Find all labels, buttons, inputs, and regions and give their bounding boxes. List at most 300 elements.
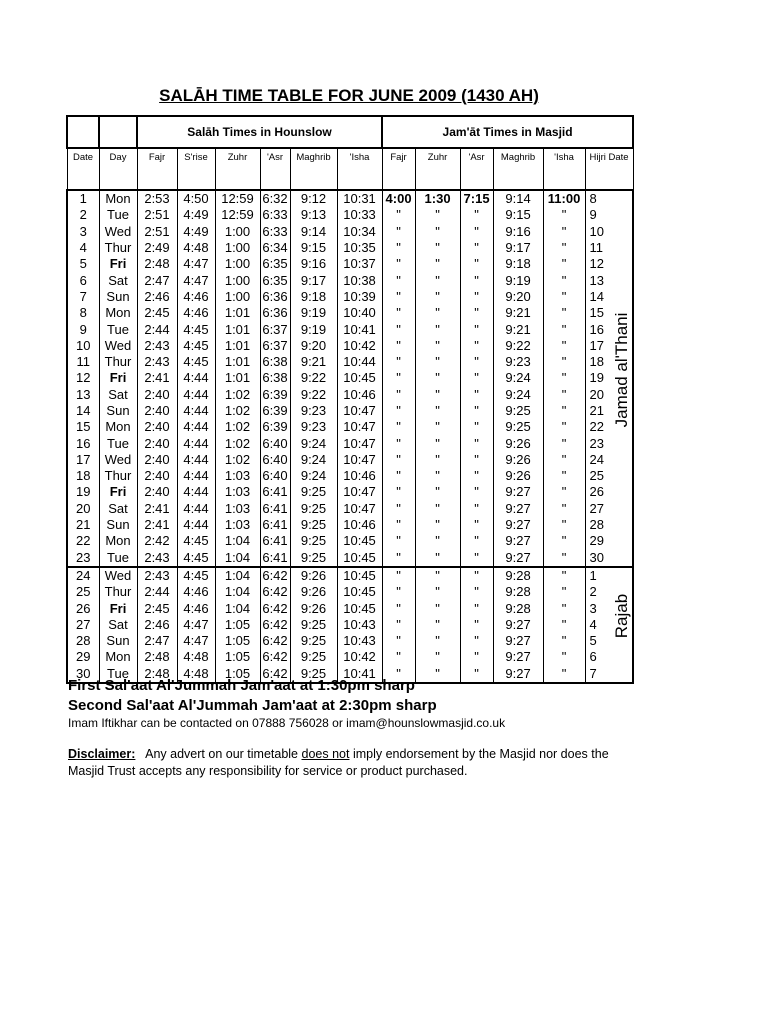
- fajr-cell: 2:44: [137, 584, 177, 600]
- day-cell: Sat: [99, 387, 137, 403]
- jamat-isha-cell: ": [543, 207, 585, 223]
- hijri-date-cell: 3: [585, 600, 633, 616]
- jamat-zuhr-cell: ": [415, 289, 460, 305]
- zuhr-cell: 1:00: [215, 272, 260, 288]
- jamat-maghrib-cell: 9:27: [493, 617, 543, 633]
- jamat-fajr-cell: ": [382, 501, 415, 517]
- asr-cell: 6:35: [260, 256, 290, 272]
- col-fajr: Fajr: [137, 148, 177, 190]
- maghrib-cell: 9:25: [290, 617, 337, 633]
- isha-cell: 10:39: [337, 289, 382, 305]
- table-row: [67, 550, 633, 567]
- jamat-fajr-cell: ": [382, 224, 415, 240]
- date-cell: 23: [67, 550, 99, 567]
- isha-cell: 10:43: [337, 617, 382, 633]
- asr-cell: 6:34: [260, 240, 290, 256]
- jamat-fajr-cell: ": [382, 584, 415, 600]
- jamat-maghrib-cell: 9:18: [493, 256, 543, 272]
- jamat-fajr-cell: ": [382, 289, 415, 305]
- hijri-date-cell: 13: [585, 272, 633, 288]
- hijri-date-cell: 4: [585, 617, 633, 633]
- jamat-asr-cell: ": [460, 468, 493, 484]
- col-jamat-asr: 'Asr: [460, 148, 493, 190]
- hijri-month-label: Rajab: [612, 593, 631, 639]
- day-cell: Mon: [99, 190, 137, 207]
- sunrise-cell: 4:44: [177, 403, 215, 419]
- jamat-asr-cell: ": [460, 256, 493, 272]
- header-blank: [67, 116, 99, 148]
- sunrise-cell: 4:45: [177, 354, 215, 370]
- jamat-maghrib-cell: 9:27: [493, 666, 543, 683]
- hijri-date-cell: 29: [585, 533, 633, 549]
- jamat-isha-cell: ": [543, 256, 585, 272]
- hijri-date-cell: 8: [585, 190, 633, 207]
- date-cell: 12: [67, 370, 99, 386]
- day-cell: Tue: [99, 666, 137, 683]
- table-row: [67, 501, 633, 517]
- jamat-isha-cell: ": [543, 584, 585, 600]
- isha-cell: 10:45: [337, 600, 382, 616]
- hijri-date-cell: 14: [585, 289, 633, 305]
- sunrise-cell: 4:49: [177, 224, 215, 240]
- jamat-isha-cell: ": [543, 272, 585, 288]
- zuhr-cell: 1:04: [215, 600, 260, 616]
- disclaimer: [68, 746, 628, 780]
- page-title: SALĀH TIME TABLE FOR JUNE 2009 (1430 AH): [159, 86, 539, 105]
- zuhr-cell: 1:01: [215, 354, 260, 370]
- isha-cell: 10:31: [337, 190, 382, 207]
- jamat-isha-cell: ": [543, 354, 585, 370]
- maghrib-cell: 9:22: [290, 370, 337, 386]
- table-row: [67, 419, 633, 435]
- fajr-cell: 2:40: [137, 435, 177, 451]
- fajr-cell: 2:44: [137, 321, 177, 337]
- sunrise-cell: 4:44: [177, 484, 215, 500]
- day-cell: Thur: [99, 240, 137, 256]
- maghrib-cell: 9:25: [290, 550, 337, 567]
- jamat-maghrib-cell: 9:19: [493, 272, 543, 288]
- jamat-fajr-cell: ": [382, 649, 415, 665]
- fajr-cell: 2:41: [137, 370, 177, 386]
- sunrise-cell: 4:50: [177, 190, 215, 207]
- fajr-cell: 2:46: [137, 617, 177, 633]
- jamat-fajr-cell: ": [382, 517, 415, 533]
- day-cell: Tue: [99, 207, 137, 223]
- jamat-maghrib-cell: 9:23: [493, 354, 543, 370]
- asr-cell: 6:40: [260, 468, 290, 484]
- zuhr-cell: 1:02: [215, 419, 260, 435]
- sunrise-cell: 4:44: [177, 370, 215, 386]
- isha-cell: 10:45: [337, 370, 382, 386]
- hijri-date-cell: 27: [585, 501, 633, 517]
- hijri-date-cell: 24: [585, 452, 633, 468]
- jamat-isha-cell: ": [543, 419, 585, 435]
- maghrib-cell: 9:20: [290, 338, 337, 354]
- fajr-cell: 2:48: [137, 666, 177, 683]
- jamat-maghrib-cell: 9:22: [493, 338, 543, 354]
- jamat-asr-cell: ": [460, 224, 493, 240]
- day-cell: Mon: [99, 649, 137, 665]
- table-row: [67, 617, 633, 633]
- isha-cell: 10:42: [337, 338, 382, 354]
- table-row: [67, 600, 633, 616]
- jummah-first-note: First Sal'aat Al'Jummah Jam'aat at 1:30pm sharp: [68, 677, 415, 694]
- isha-cell: 10:45: [337, 567, 382, 584]
- day-cell: Wed: [99, 567, 137, 584]
- zuhr-cell: 1:03: [215, 484, 260, 500]
- sunrise-cell: 4:44: [177, 419, 215, 435]
- date-cell: 11: [67, 354, 99, 370]
- jamat-maghrib-cell: 9:26: [493, 435, 543, 451]
- jamat-zuhr-cell: ": [415, 305, 460, 321]
- jamat-asr-cell: ": [460, 419, 493, 435]
- jamat-isha-cell: ": [543, 403, 585, 419]
- date-cell: 8: [67, 305, 99, 321]
- fajr-cell: 2:53: [137, 190, 177, 207]
- jamat-isha-cell: ": [543, 370, 585, 386]
- date-cell: 26: [67, 600, 99, 616]
- maghrib-cell: 9:24: [290, 452, 337, 468]
- jamat-isha-cell: ": [543, 666, 585, 683]
- hijri-date-cell: 18: [585, 354, 633, 370]
- date-cell: 15: [67, 419, 99, 435]
- asr-cell: 6:42: [260, 584, 290, 600]
- jamat-maghrib-cell: 9:26: [493, 468, 543, 484]
- zuhr-cell: 1:00: [215, 240, 260, 256]
- jamat-maghrib-cell: 9:25: [493, 403, 543, 419]
- hijri-date-cell: 21: [585, 403, 633, 419]
- date-cell: 16: [67, 435, 99, 451]
- hijri-date-cell: 7: [585, 666, 633, 683]
- maghrib-cell: 9:25: [290, 484, 337, 500]
- zuhr-cell: 1:04: [215, 567, 260, 584]
- jamat-fajr-cell: ": [382, 617, 415, 633]
- jamat-asr-cell: ": [460, 272, 493, 288]
- table-row: [67, 633, 633, 649]
- fajr-cell: 2:43: [137, 550, 177, 567]
- jamat-zuhr-cell: ": [415, 403, 460, 419]
- asr-cell: 6:36: [260, 305, 290, 321]
- day-cell: Fri: [99, 256, 137, 272]
- maghrib-cell: 9:19: [290, 321, 337, 337]
- jamat-isha-cell: ": [543, 550, 585, 567]
- isha-cell: 10:46: [337, 387, 382, 403]
- isha-cell: 10:47: [337, 501, 382, 517]
- date-cell: 2: [67, 207, 99, 223]
- table-row: [67, 338, 633, 354]
- jamat-asr-cell: ": [460, 501, 493, 517]
- maghrib-cell: 9:16: [290, 256, 337, 272]
- table-row: [67, 584, 633, 600]
- table-row: [67, 240, 633, 256]
- asr-cell: 6:33: [260, 207, 290, 223]
- zuhr-cell: 1:00: [215, 289, 260, 305]
- date-cell: 29: [67, 649, 99, 665]
- date-cell: 7: [67, 289, 99, 305]
- jamat-maghrib-cell: 9:27: [493, 533, 543, 549]
- table-row: [67, 517, 633, 533]
- jamat-asr-cell: ": [460, 240, 493, 256]
- sunrise-cell: 4:46: [177, 305, 215, 321]
- maghrib-cell: 9:25: [290, 533, 337, 549]
- maghrib-cell: 9:25: [290, 501, 337, 517]
- maghrib-cell: 9:22: [290, 387, 337, 403]
- jamat-zuhr-cell: ": [415, 240, 460, 256]
- isha-cell: 10:47: [337, 435, 382, 451]
- zuhr-cell: 1:04: [215, 584, 260, 600]
- fajr-cell: 2:51: [137, 224, 177, 240]
- date-cell: 17: [67, 452, 99, 468]
- fajr-cell: 2:40: [137, 387, 177, 403]
- fajr-cell: 2:48: [137, 256, 177, 272]
- jamat-isha-cell: ": [543, 600, 585, 616]
- day-cell: Wed: [99, 338, 137, 354]
- jamat-maghrib-cell: 9:17: [493, 240, 543, 256]
- jummah-second-note: Second Sal'aat Al'Jummah Jam'aat at 2:30pm sharp: [68, 697, 437, 714]
- maghrib-cell: 9:18: [290, 289, 337, 305]
- sunrise-cell: 4:47: [177, 272, 215, 288]
- day-cell: Tue: [99, 550, 137, 567]
- fajr-cell: 2:41: [137, 517, 177, 533]
- maghrib-cell: 9:13: [290, 207, 337, 223]
- sunrise-cell: 4:44: [177, 387, 215, 403]
- col-day: Day: [99, 148, 137, 190]
- jamat-asr-cell: ": [460, 666, 493, 683]
- jamat-asr-cell: ": [460, 517, 493, 533]
- day-cell: Fri: [99, 484, 137, 500]
- hijri-date-cell: 22: [585, 419, 633, 435]
- jamat-zuhr-cell: ": [415, 224, 460, 240]
- date-cell: 1: [67, 190, 99, 207]
- table-row: [67, 321, 633, 337]
- jamat-asr-cell: ": [460, 387, 493, 403]
- fajr-cell: 2:47: [137, 272, 177, 288]
- hijri-date-cell: 30: [585, 550, 633, 567]
- header-blank: [99, 116, 137, 148]
- date-cell: 27: [67, 617, 99, 633]
- col-sunrise: S'rise: [177, 148, 215, 190]
- jamat-zuhr-cell: ": [415, 452, 460, 468]
- jamat-fajr-cell: ": [382, 370, 415, 386]
- jamat-zuhr-cell: ": [415, 468, 460, 484]
- hijri-date-cell: 19: [585, 370, 633, 386]
- col-jamat-isha: 'Isha: [543, 148, 585, 190]
- jamat-maghrib-cell: 9:27: [493, 501, 543, 517]
- fajr-cell: 2:41: [137, 501, 177, 517]
- jamat-isha-cell: 11:00: [543, 190, 585, 207]
- jamat-asr-cell: ": [460, 321, 493, 337]
- fajr-cell: 2:42: [137, 533, 177, 549]
- table-row: [67, 567, 633, 584]
- isha-cell: 10:45: [337, 550, 382, 567]
- jamat-isha-cell: ": [543, 533, 585, 549]
- jamat-fajr-cell: ": [382, 435, 415, 451]
- isha-cell: 10:47: [337, 403, 382, 419]
- jamat-fajr-cell: ": [382, 484, 415, 500]
- table-row: [67, 435, 633, 451]
- hijri-date-cell: 1: [585, 567, 633, 584]
- day-cell: Sun: [99, 633, 137, 649]
- jamat-zuhr-cell: ": [415, 584, 460, 600]
- jamat-maghrib-cell: 9:27: [493, 484, 543, 500]
- jamat-asr-cell: ": [460, 484, 493, 500]
- jamat-maghrib-cell: 9:21: [493, 305, 543, 321]
- table-row: [67, 370, 633, 386]
- jamat-zuhr-cell: ": [415, 207, 460, 223]
- zuhr-cell: 1:04: [215, 533, 260, 549]
- sunrise-cell: 4:44: [177, 517, 215, 533]
- zuhr-cell: 1:05: [215, 633, 260, 649]
- zuhr-cell: 1:05: [215, 649, 260, 665]
- col-date: Date: [67, 148, 99, 190]
- fajr-cell: 2:40: [137, 419, 177, 435]
- isha-cell: 10:45: [337, 584, 382, 600]
- hijri-date-cell: 28: [585, 517, 633, 533]
- jamat-isha-cell: ": [543, 484, 585, 500]
- zuhr-cell: 1:04: [215, 550, 260, 567]
- fajr-cell: 2:40: [137, 468, 177, 484]
- table-row: [67, 289, 633, 305]
- fajr-cell: 2:45: [137, 600, 177, 616]
- sunrise-cell: 4:44: [177, 435, 215, 451]
- jamat-maghrib-cell: 9:15: [493, 207, 543, 223]
- zuhr-cell: 1:02: [215, 403, 260, 419]
- jamat-asr-cell: ": [460, 452, 493, 468]
- col-jamat-maghrib: Maghrib: [493, 148, 543, 190]
- hijri-date-cell: 26: [585, 484, 633, 500]
- salah-timetable: [66, 115, 634, 684]
- day-cell: Sun: [99, 403, 137, 419]
- jamat-maghrib-cell: 9:16: [493, 224, 543, 240]
- jamat-asr-cell: ": [460, 600, 493, 616]
- jamat-zuhr-cell: ": [415, 256, 460, 272]
- table-row: [67, 190, 633, 207]
- date-cell: 4: [67, 240, 99, 256]
- day-cell: Wed: [99, 224, 137, 240]
- zuhr-cell: 1:00: [215, 224, 260, 240]
- jamat-asr-cell: ": [460, 550, 493, 567]
- zuhr-cell: 1:02: [215, 452, 260, 468]
- asr-cell: 6:42: [260, 567, 290, 584]
- jamat-zuhr-cell: ": [415, 338, 460, 354]
- jamat-zuhr-cell: ": [415, 550, 460, 567]
- date-cell: 25: [67, 584, 99, 600]
- table-row: [67, 468, 633, 484]
- col-maghrib: Maghrib: [290, 148, 337, 190]
- isha-cell: 10:42: [337, 649, 382, 665]
- sunrise-cell: 4:47: [177, 617, 215, 633]
- jamat-zuhr-cell: ": [415, 370, 460, 386]
- maghrib-cell: 9:14: [290, 224, 337, 240]
- asr-cell: 6:41: [260, 501, 290, 517]
- fajr-cell: 2:49: [137, 240, 177, 256]
- jamat-zuhr-cell: ": [415, 617, 460, 633]
- jamat-fajr-cell: ": [382, 403, 415, 419]
- fajr-cell: 2:43: [137, 354, 177, 370]
- fajr-cell: 2:43: [137, 338, 177, 354]
- jamat-fajr-cell: ": [382, 468, 415, 484]
- isha-cell: 10:38: [337, 272, 382, 288]
- jamat-fajr-cell: ": [382, 533, 415, 549]
- jamat-zuhr-cell: ": [415, 354, 460, 370]
- day-cell: Mon: [99, 419, 137, 435]
- disclaimer-text: Any advert on our timetable: [145, 747, 299, 761]
- sunrise-cell: 4:44: [177, 501, 215, 517]
- fajr-cell: 2:47: [137, 633, 177, 649]
- day-cell: Fri: [99, 600, 137, 616]
- day-cell: Thur: [99, 584, 137, 600]
- jamat-asr-cell: ": [460, 207, 493, 223]
- disclaimer-text: imply endorsement by the Masjid nor does the Masjid Trust accepts any responsibility for service or product purchased.: [68, 747, 609, 778]
- jamat-fajr-cell: ": [382, 600, 415, 616]
- jamat-isha-cell: ": [543, 338, 585, 354]
- maghrib-cell: 9:24: [290, 435, 337, 451]
- maghrib-cell: 9:26: [290, 567, 337, 584]
- jamat-isha-cell: ": [543, 224, 585, 240]
- zuhr-cell: 1:01: [215, 321, 260, 337]
- jamat-zuhr-cell: 1:30: [415, 190, 460, 207]
- date-cell: 21: [67, 517, 99, 533]
- disclaimer-emphasis: does not: [301, 747, 350, 761]
- isha-cell: 10:35: [337, 240, 382, 256]
- day-cell: Sun: [99, 289, 137, 305]
- jamat-zuhr-cell: ": [415, 633, 460, 649]
- asr-cell: 6:41: [260, 550, 290, 567]
- asr-cell: 6:33: [260, 224, 290, 240]
- date-cell: 14: [67, 403, 99, 419]
- day-cell: Fri: [99, 370, 137, 386]
- sunrise-cell: 4:45: [177, 321, 215, 337]
- jamat-maghrib-cell: 9:27: [493, 633, 543, 649]
- timetable-body: [67, 190, 633, 683]
- jamat-fajr-cell: ": [382, 321, 415, 337]
- maghrib-cell: 9:23: [290, 403, 337, 419]
- zuhr-cell: 1:01: [215, 370, 260, 386]
- jamat-isha-cell: ": [543, 387, 585, 403]
- asr-cell: 6:41: [260, 484, 290, 500]
- hijri-date-cell: 6: [585, 649, 633, 665]
- date-cell: 6: [67, 272, 99, 288]
- isha-cell: 10:45: [337, 533, 382, 549]
- sunrise-cell: 4:49: [177, 207, 215, 223]
- maghrib-cell: 9:12: [290, 190, 337, 207]
- sunrise-cell: 4:45: [177, 338, 215, 354]
- jamat-asr-cell: ": [460, 584, 493, 600]
- jamat-asr-cell: ": [460, 354, 493, 370]
- col-isha: 'Isha: [337, 148, 382, 190]
- asr-cell: 6:37: [260, 321, 290, 337]
- jamat-fajr-cell: ": [382, 272, 415, 288]
- jamat-isha-cell: ": [543, 633, 585, 649]
- jamat-isha-cell: ": [543, 289, 585, 305]
- asr-cell: 6:35: [260, 272, 290, 288]
- table-row: [67, 256, 633, 272]
- maghrib-cell: 9:25: [290, 517, 337, 533]
- hijri-date-cell: 5: [585, 633, 633, 649]
- table-row: [67, 207, 633, 223]
- col-jamat-fajr: Fajr: [382, 148, 415, 190]
- col-asr: 'Asr: [260, 148, 290, 190]
- table-row: [67, 272, 633, 288]
- hijri-date-cell: 2: [585, 584, 633, 600]
- jamat-maghrib-cell: 9:26: [493, 452, 543, 468]
- maghrib-cell: 9:25: [290, 649, 337, 665]
- day-cell: Wed: [99, 452, 137, 468]
- jamat-isha-cell: ": [543, 452, 585, 468]
- isha-cell: 10:44: [337, 354, 382, 370]
- jamat-fajr-cell: ": [382, 550, 415, 567]
- jamat-maghrib-cell: 9:24: [493, 387, 543, 403]
